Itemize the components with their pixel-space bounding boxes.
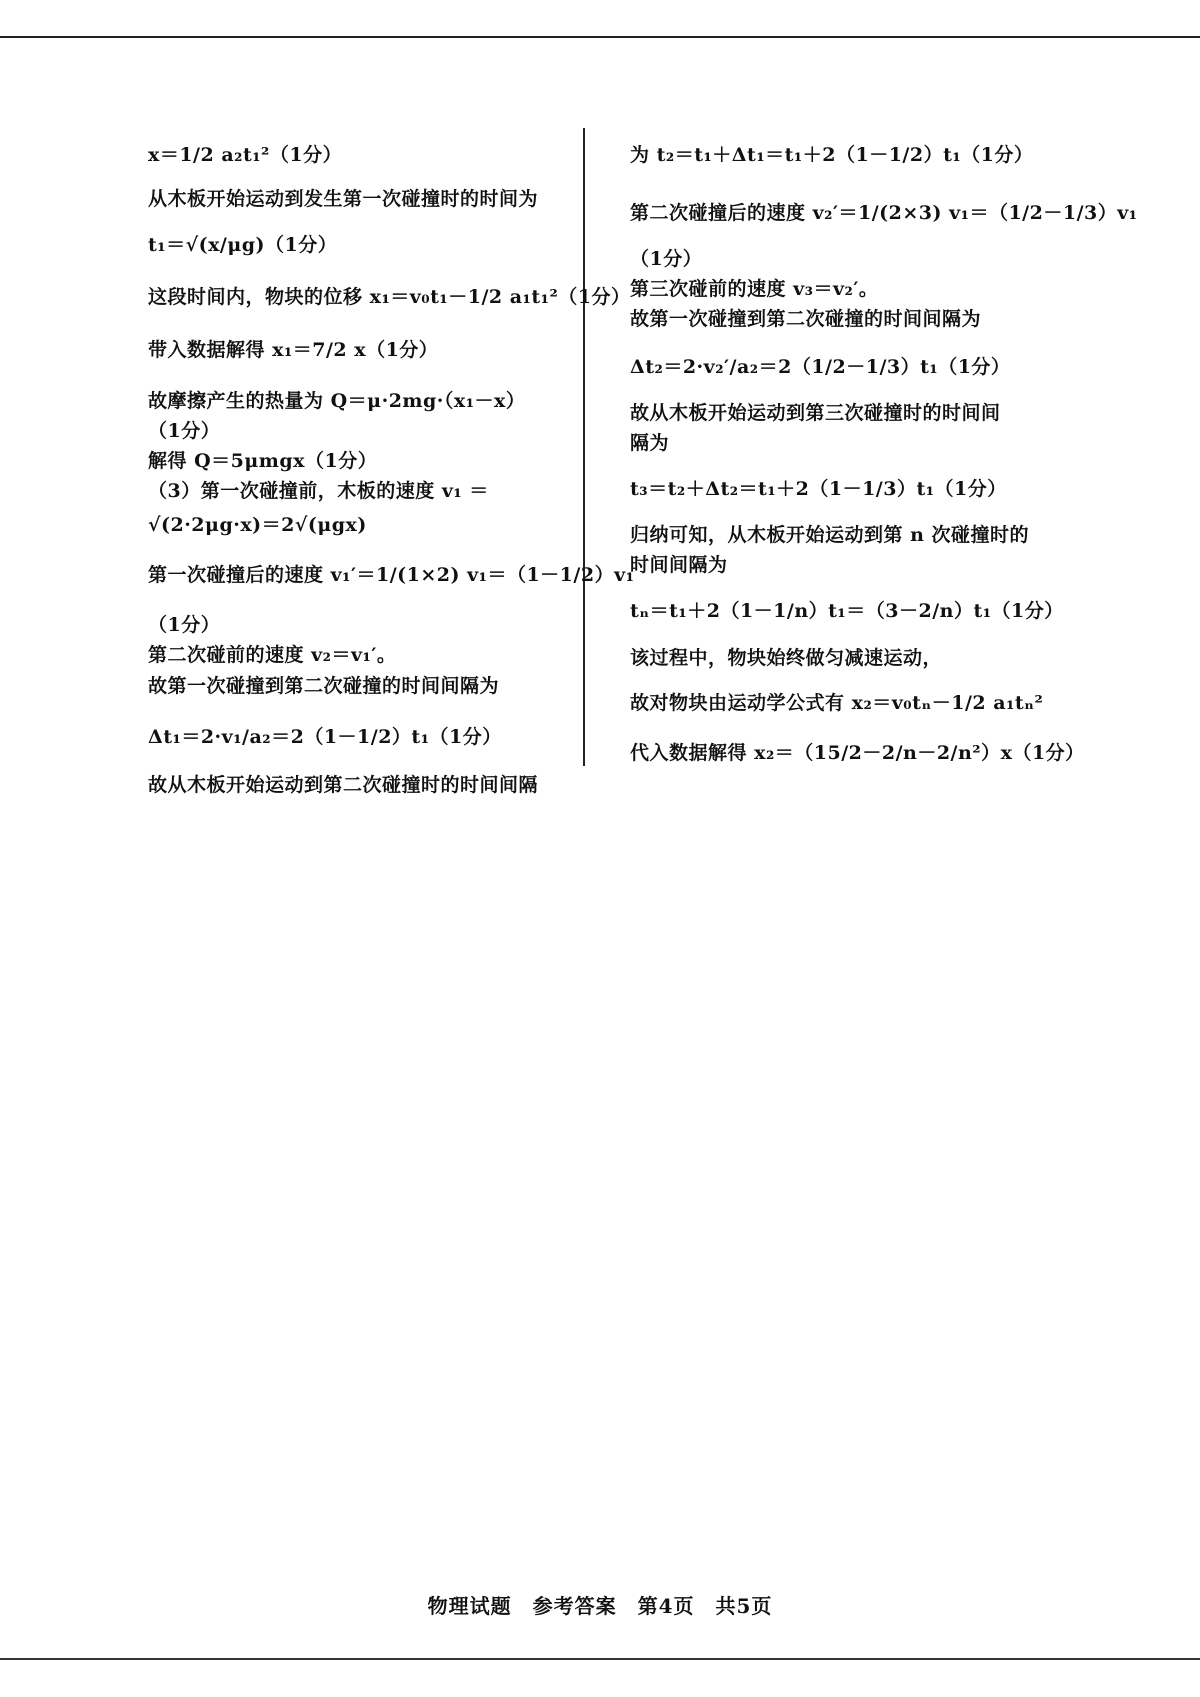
left-line-3: t₁＝√(x/μg)（1分） [148,234,338,256]
right-line-10: 归纳可知，从木板开始运动到第 n 次碰撞时的 [630,524,1030,546]
left-line-16: 故从木板开始运动到第二次碰撞时的时间间隔 [148,774,539,796]
top-rule [0,36,1200,38]
right-line-9: t₃＝t₂＋Δt₂＝t₁＋2（1－1/3）t₁（1分） [630,478,1007,500]
right-line-8: 隔为 [630,432,670,454]
right-line-11: 时间间隔为 [630,554,728,576]
page-footer: 物理试题 参考答案 第4页 共5页 [427,1594,773,1618]
right-line-5: 故第一次碰撞到第二次碰撞的时间间隔为 [630,308,982,330]
left-line-8: 解得 Q＝5μmgx（1分） [148,450,378,472]
left-line-11: 第一次碰撞后的速度 v₁′＝1/(1×2) v₁＝（1－1/2）v₁ [148,564,635,586]
left-line-1: x＝1/2 a₂t₁²（1分） [148,144,343,166]
right-line-15: 代入数据解得 x₂＝（15/2－2/n－2/n²）x（1分） [630,742,1085,764]
right-line-6: Δt₂＝2·v₂′/a₂＝2（1/2－1/3）t₁（1分） [630,356,1011,378]
left-line-5: 带入数据解得 x₁＝7/2 x（1分） [148,339,439,361]
left-line-15: Δt₁＝2·v₁/a₂＝2（1－1/2）t₁（1分） [148,726,502,748]
left-line-6: 故摩擦产生的热量为 Q＝μ·2mg·（x₁－x） [148,390,526,412]
column-separator [583,128,585,766]
right-line-14: 故对物块由运动学公式有 x₂＝v₀tₙ－1/2 a₁tₙ² [630,692,1044,714]
right-line-12: tₙ＝t₁＋2（1－1/n）t₁＝（3－2/n）t₁（1分） [630,600,1064,622]
left-line-13: 第二次碰前的速度 v₂＝v₁′。 [148,644,397,666]
right-line-4: 第三次碰前的速度 v₃＝v₂′。 [630,278,879,300]
right-line-2: 第二次碰撞后的速度 v₂′＝1/(2×3) v₁＝（1/2－1/3）v₁ [630,202,1138,224]
left-line-10: √(2·2μg·x)＝2√(μgx) [148,514,367,536]
left-line-14: 故第一次碰撞到第二次碰撞的时间间隔为 [148,675,500,697]
right-line-7: 故从木板开始运动到第三次碰撞时的时间间 [630,402,1001,424]
left-line-9: （3）第一次碰撞前，木板的速度 v₁ ＝ [148,480,489,502]
right-line-3: （1分） [630,248,703,270]
left-line-4: 这段时间内，物块的位移 x₁＝v₀t₁－1/2 a₁t₁²（1分） [148,286,631,308]
right-line-13: 该过程中，物块始终做匀减速运动， [630,647,943,669]
left-line-2: 从木板开始运动到发生第一次碰撞时的时间为 [148,188,539,210]
bottom-rule [0,1658,1200,1660]
left-line-7: （1分） [148,420,221,442]
right-line-1: 为 t₂＝t₁＋Δt₁＝t₁＋2（1－1/2）t₁（1分） [630,144,1034,166]
left-line-12: （1分） [148,614,221,636]
